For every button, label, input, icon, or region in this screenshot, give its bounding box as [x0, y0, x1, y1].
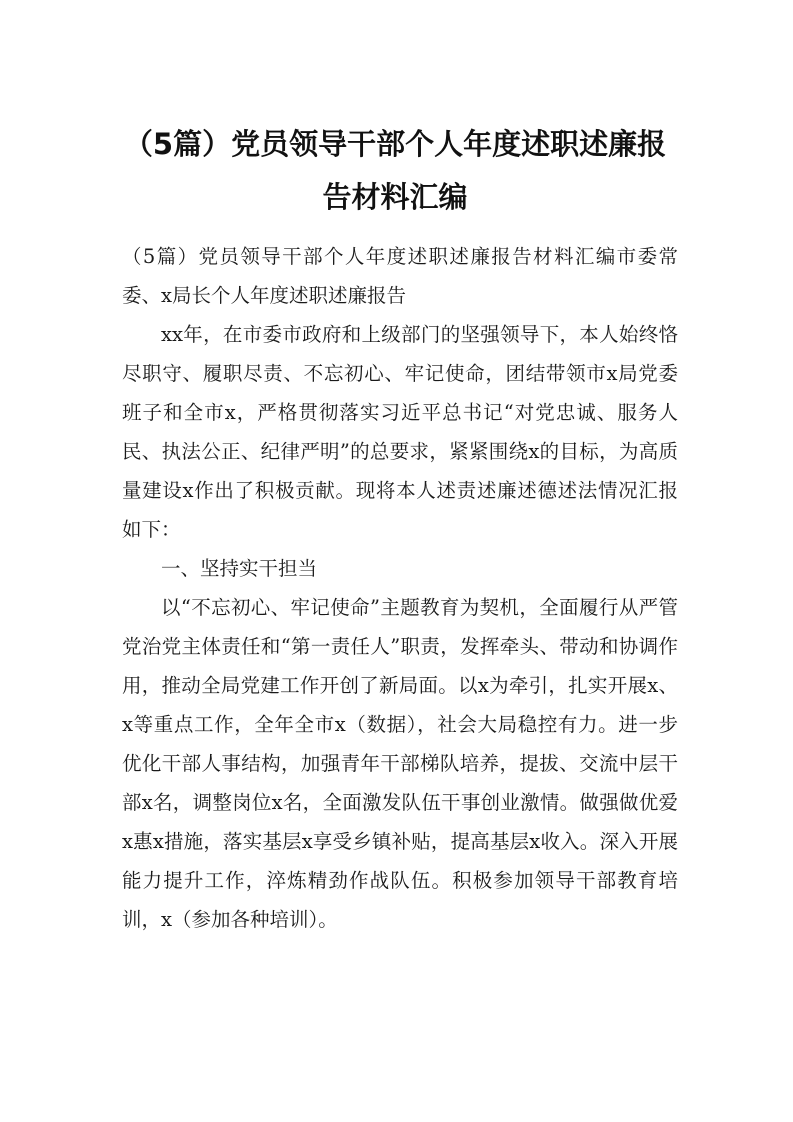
- body-paragraph: 以“不忘初心、牢记使命”主题教育为契机，全面履行从严管党治党主体责任和“第一责任人”职责，发挥牵头、带动和协调作用，推动全局党建工作开创了新局面。以x为牵引，扎实开展x、x等重点工作，全年全市x（数据），社会大局稳控有力。进一步优化干部人事结构，加强青年干部梯队培养，提拔、交流中层干部x名，调整岗位x名，全面激发队伍干事创业激情。做强做优爱x惠x措施，落实基层x享受乡镇补贴，提高基层x收入。深入开展能力提升工作，淬炼精劲作战队伍。积极参加领导干部教育培训，x（参加各种培训）。: [122, 596, 678, 931]
- document-title: （5篇）党员领导干部个人年度述职述廉报告材料汇编: [123, 127, 667, 214]
- section-heading: 一、坚持实干担当: [161, 557, 318, 580]
- intro-paragraph: （5篇）党员领导干部个人年度述职述廉报告材料汇编市委常委、x局长个人年度述职述廉报告: [122, 245, 678, 307]
- document-body: [122, 237, 678, 939]
- body-paragraph: xx年，在市委市政府和上级部门的坚强领导下，本人始终恪尽职守、履职尽责、不忘初心、牢记使命，团结带领市x局党委班子和全市x，严格贯彻落实习近平总书记“对党忠诚、服务人民、执法公正、纪律严明”的总要求，紧紧围绕x的目标，为高质量建设x作出了积极贡献。现将本人述责述廉述德述法情况汇报如下：: [122, 323, 678, 541]
